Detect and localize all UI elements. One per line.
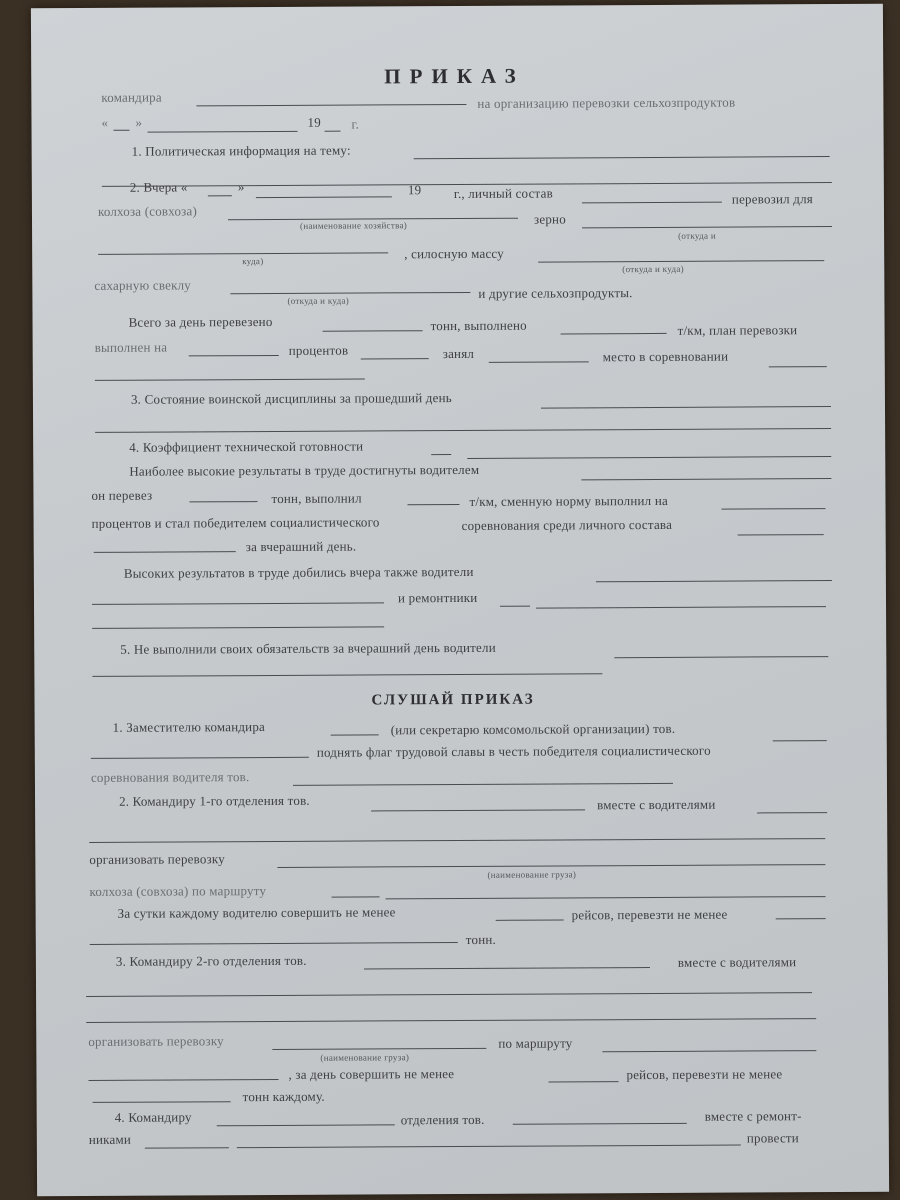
- order4-commander: 4. Командиру: [114, 1109, 192, 1125]
- item4-repairmen-line-3[interactable]: [92, 626, 384, 629]
- order3-drivers-line-2[interactable]: [86, 1018, 816, 1023]
- item4-competition-line[interactable]: [738, 534, 824, 535]
- item2-place-line-2[interactable]: [769, 366, 827, 367]
- order4-nikami: никами: [88, 1131, 132, 1147]
- item3-discipline: 3. Состояние воинской дисциплины за прошедший день: [130, 390, 452, 407]
- order1-comrade-line[interactable]: [773, 740, 827, 741]
- date-year-suffix: г.: [351, 116, 360, 132]
- item2-silage-label: , силосную массу: [404, 245, 504, 262]
- item4-best-results: Наиболее высокие результаты в труде достигнуты водителем: [129, 461, 480, 479]
- item2-month-line[interactable]: [256, 196, 392, 198]
- item2-place-line[interactable]: [489, 361, 589, 363]
- order2-route-line-2[interactable]: [386, 896, 826, 899]
- date-quote-open: «: [101, 114, 109, 130]
- item4-tons-did: тонн, выполнил: [271, 490, 362, 506]
- item4-yesterday-day: за вчерашний день.: [245, 538, 357, 555]
- order3-tons-each: тонн каждому.: [242, 1088, 325, 1105]
- order2-per-day: За сутки каждому водителю совершить не менее: [117, 904, 396, 921]
- item5-line-2[interactable]: [92, 673, 602, 677]
- order1-or-secretary: (или секретарю комсомольской организации) тов.: [390, 720, 676, 738]
- order1-raise-flag: поднять флаг трудовой славы в честь победителя социалистического: [316, 742, 711, 760]
- header-transport-label: на организацию перевозки сельхозпродуктов: [477, 94, 736, 111]
- item2-day-line[interactable]: [208, 195, 232, 196]
- farm-name-caption: (наименование хозяйства): [300, 220, 408, 231]
- item2-crew-line[interactable]: [582, 202, 722, 204]
- header-commander-label: командира: [101, 89, 162, 105]
- item2-plan-done-on: выполнен на: [94, 339, 168, 355]
- order3-together: вместе с водителями: [677, 954, 797, 970]
- order3-route-line-2[interactable]: [89, 1079, 279, 1081]
- order-form-sheet: [31, 4, 889, 1196]
- item2-took: занял: [442, 345, 475, 362]
- order2-comrade-line[interactable]: [371, 809, 585, 811]
- item4-competition-among: соревнования среди личного состава: [461, 516, 673, 533]
- order2-drivers-line[interactable]: [757, 812, 827, 813]
- item4-drivers-line[interactable]: [596, 580, 832, 582]
- item2-tkm-line[interactable]: [561, 333, 667, 335]
- order3-trips: рейсов, перевезти не менее: [626, 1066, 783, 1083]
- item2-quote-close: »: [237, 179, 245, 195]
- order3-cargo-line[interactable]: [272, 1048, 486, 1050]
- item4-yesterday-line[interactable]: [94, 551, 236, 553]
- to-caption: куда): [242, 256, 264, 267]
- order4-together: вместе с ремонт-: [704, 1108, 802, 1124]
- order4-section: отделения тов.: [400, 1111, 485, 1128]
- order3-route-line[interactable]: [602, 1050, 816, 1052]
- from-to-caption-2: (откуда и куда): [287, 295, 350, 306]
- item4-coef-line[interactable]: [431, 454, 451, 455]
- item2-beet-label: сахарную свеклу: [94, 277, 192, 293]
- item1-topic-line[interactable]: [414, 156, 830, 159]
- order3-tons-line[interactable]: [93, 1101, 231, 1103]
- item2-transported-for: перевозил для: [731, 191, 814, 207]
- order2-route-line[interactable]: [332, 896, 380, 897]
- item3-line[interactable]: [541, 406, 831, 409]
- order1-competition: соревнования водителя тов.: [90, 769, 250, 785]
- item2-kolkhoz-label: колхоза (совхоза): [97, 203, 198, 219]
- item4-norm-line[interactable]: [722, 508, 826, 510]
- order2-drivers-line-2[interactable]: [89, 838, 825, 843]
- date-year-line[interactable]: [325, 131, 341, 132]
- listen-order-title: СЛУШАЙ ПРИКАЗ: [371, 691, 535, 709]
- order3-drivers-line[interactable]: [86, 992, 812, 997]
- item2-percent-line[interactable]: [189, 355, 279, 356]
- item2-other-products: и другие сельхозпродукты.: [478, 285, 633, 301]
- item2-tons-line[interactable]: [323, 330, 423, 332]
- item4-driver-line[interactable]: [581, 478, 831, 480]
- from-caption: (откуда и: [678, 230, 716, 241]
- item4-he-carried: он перевез: [91, 487, 153, 503]
- item4-drivers-line-2[interactable]: [92, 602, 384, 605]
- item2-crew-label: г., личный состав: [453, 185, 553, 202]
- order2-tons-line-2[interactable]: [90, 942, 458, 945]
- item2-beet-line[interactable]: [230, 292, 470, 294]
- order1-deputy: 1. Заместителю командира: [112, 719, 266, 735]
- item4-repairmen: и ремонтники: [397, 589, 478, 606]
- item4-percent-winner: процентов и стал победителем социалистического: [91, 514, 380, 531]
- order4-section-line[interactable]: [217, 1124, 395, 1126]
- order2-tons-line[interactable]: [776, 918, 826, 919]
- order2-trips-line[interactable]: [496, 919, 564, 920]
- item5-not-fulfilled: 5. Не выполнили своих обязательств за вчерашний день водители: [120, 639, 496, 657]
- order1-winner-line[interactable]: [293, 783, 673, 786]
- cargo-caption: (наименование груза): [487, 869, 577, 880]
- item4-coef: 4. Коэффициент технической готовности: [129, 438, 364, 455]
- item2-place: место в соревновании: [602, 348, 729, 365]
- item2-year: 19: [407, 182, 422, 198]
- item4-tkm-line[interactable]: [407, 504, 459, 505]
- item2-tons-done: тонн, выполнено: [430, 317, 527, 334]
- item4-repairmen-line[interactable]: [500, 606, 530, 607]
- item2-tkm-plan: т/км, план перевозки: [677, 322, 798, 338]
- item2-silage-line[interactable]: [538, 260, 824, 262]
- item2-total-day: Всего за день перевезено: [128, 313, 273, 330]
- item2-percent: процентов: [288, 342, 349, 358]
- item4-repairmen-line-2[interactable]: [536, 606, 826, 609]
- order1-deputy-line[interactable]: [331, 734, 379, 735]
- item2-grain-line[interactable]: [582, 226, 832, 228]
- order2-tons: тонн.: [465, 931, 497, 947]
- order4-repair-line[interactable]: [145, 1147, 229, 1148]
- date-quote-close: »: [135, 114, 143, 130]
- date-year-prefix: 19: [307, 114, 321, 130]
- order3-per-day: , за день совершить не менее: [288, 1066, 455, 1082]
- item3-line-2[interactable]: [95, 428, 831, 433]
- item2-grain-route-line[interactable]: [98, 252, 388, 255]
- order2-organize: организовать перевозку: [89, 851, 225, 867]
- order2-kolkhoz-route: колхоза (совхоза) по маршруту: [89, 883, 267, 899]
- item2-grain-label: зерно: [533, 211, 566, 227]
- document-title: ПРИКАЗ: [384, 63, 525, 89]
- order4-conduct: провести: [746, 1130, 799, 1146]
- commander-name-line[interactable]: [196, 104, 466, 106]
- date-month-line[interactable]: [148, 131, 298, 133]
- order3-route: по маршруту: [498, 1035, 573, 1051]
- order3-comrade-line[interactable]: [364, 967, 650, 969]
- order3-commander: 3. Командиру 2-го отделения тов.: [115, 952, 307, 969]
- order4-comrade-line[interactable]: [513, 1123, 687, 1125]
- item2-yesterday: 2. Вчера «: [129, 179, 188, 195]
- date-day-line[interactable]: [114, 130, 130, 131]
- order2-cargo-line[interactable]: [277, 864, 825, 868]
- from-to-caption: (откуда и куда): [622, 263, 684, 275]
- item5-line[interactable]: [614, 656, 828, 658]
- item4-tkm-norm: т/км, сменную норму выполнил на: [469, 492, 668, 509]
- order3-trips-line[interactable]: [549, 1081, 619, 1082]
- cargo-caption-2: (наименование груза): [320, 1052, 410, 1063]
- order4-repair-line-2[interactable]: [237, 1145, 741, 1149]
- order2-trips: рейсов, перевезти не менее: [571, 906, 728, 923]
- item2-extra-line[interactable]: [95, 378, 365, 380]
- item4-high-results: Высоких результатов в труде добились вчера также водители: [123, 563, 474, 581]
- order1-comrade-line-2[interactable]: [91, 757, 309, 759]
- order3-organize: организовать перевозку: [88, 1033, 224, 1049]
- item4-tons-line[interactable]: [189, 501, 257, 502]
- item1-political-info: 1. Политическая информация на тему:: [131, 142, 351, 159]
- item4-coef-line-2[interactable]: [467, 456, 831, 459]
- order2-together: вместе с водителями: [597, 796, 716, 813]
- order2-commander: 2. Командиру 1-го отделения тов.: [119, 792, 310, 809]
- item2-percent-line-2[interactable]: [361, 358, 429, 359]
